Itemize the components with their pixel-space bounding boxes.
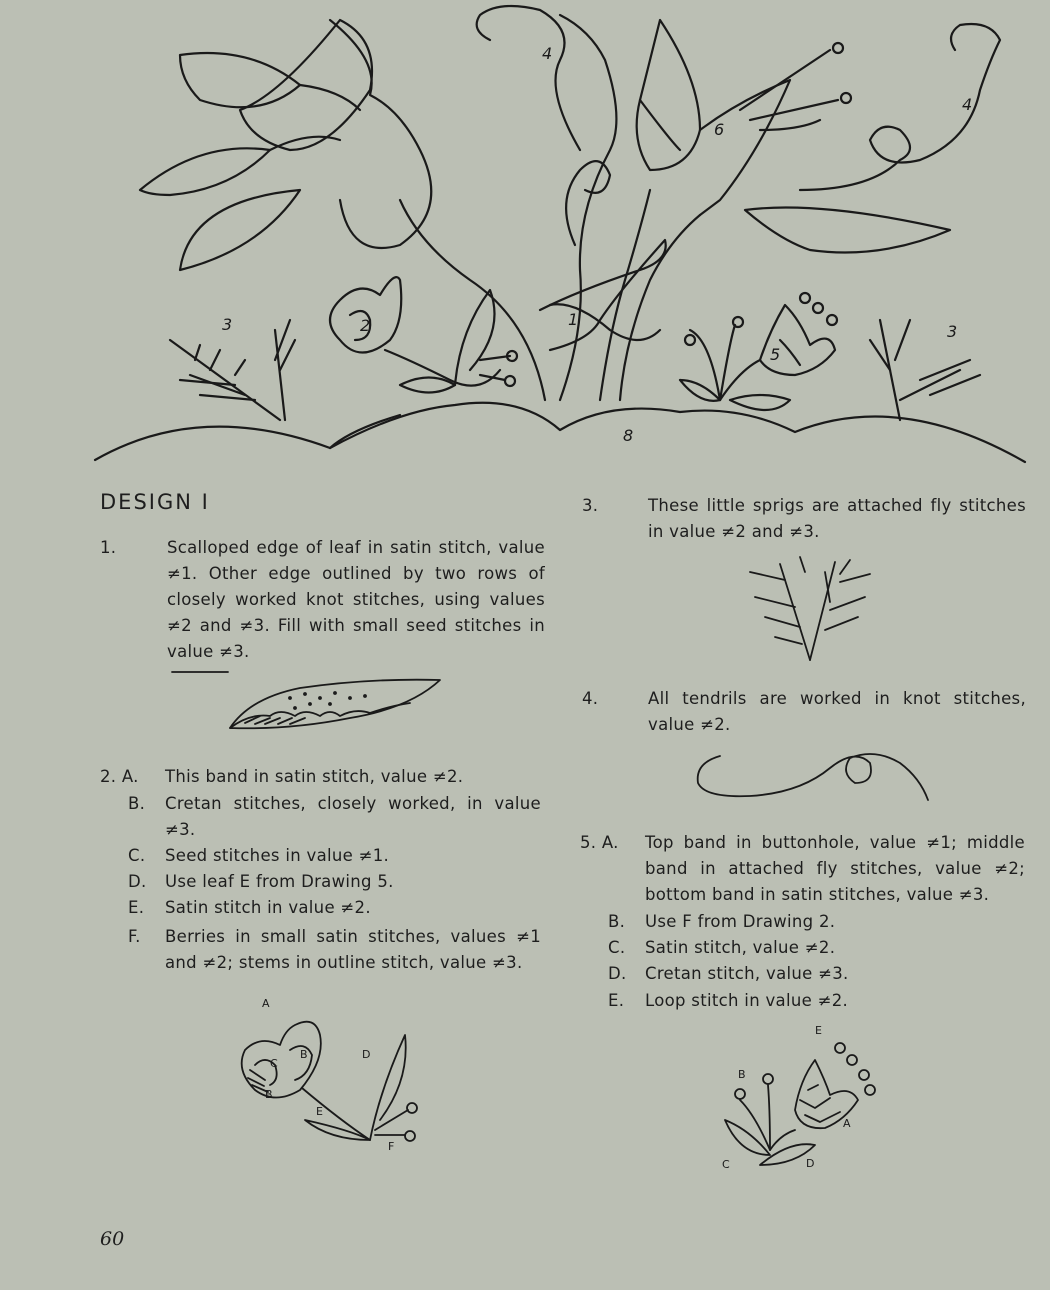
instruction-label: 1. — [100, 538, 117, 557]
page-number: 60 — [100, 1228, 125, 1250]
instruction-text: Scalloped edge of leaf in satin stitch, value ≠1. Other edge outlined by two rows of closely worked knot stitches, using values ≠2 and ≠3. Fill with small seed stitches in value ≠3. — [167, 538, 545, 661]
flower-2-label-a: A — [262, 997, 270, 1010]
instruction-label: 2. A. — [100, 767, 139, 786]
flower-5-label-b: B — [738, 1068, 746, 1081]
sprig-detail-drawing — [740, 552, 880, 667]
instruction-text: All tendrils are worked in knot stitches, value ≠2. — [648, 689, 1026, 734]
instruction-1 — [100, 535, 545, 665]
instruction-label: B. — [128, 794, 146, 813]
tulip-bud-6 — [637, 20, 700, 170]
instruction-text: Cretan stitch, value ≠3. — [645, 964, 849, 983]
instruction-text: Seed stitches in value ≠1. — [165, 846, 390, 865]
instruction-5a — [580, 830, 1027, 908]
flower-2-detail-drawing — [230, 1010, 430, 1160]
label-4-right: 4 — [962, 95, 973, 114]
label-6: 6 — [714, 120, 725, 139]
leaf-detail-drawing — [170, 668, 450, 738]
instruction-label: D. — [608, 964, 627, 983]
instruction-2c — [100, 843, 545, 869]
label-3-right: 3 — [947, 322, 958, 341]
instruction-text: Satin stitch in value ≠2. — [165, 898, 371, 917]
instruction-text: This band in satin stitch, value ≠2. — [165, 767, 464, 786]
instruction-label: 3. — [582, 496, 599, 515]
label-8: 8 — [623, 426, 634, 445]
instruction-4 — [582, 686, 1027, 738]
main-stem — [560, 15, 616, 400]
instruction-5d — [580, 961, 1027, 987]
instruction-5c — [580, 935, 1027, 961]
instruction-2f — [100, 924, 545, 976]
instruction-2a — [100, 764, 545, 790]
flower-2-label-e: E — [316, 1105, 323, 1118]
label-3-left: 3 — [222, 315, 233, 334]
instruction-label: D. — [128, 872, 147, 891]
instruction-text: Top band in buttonhole, value ≠1; middle band in attached fly stitches, value ≠2; bottom band in satin stitches, value ≠3. — [645, 833, 1025, 904]
main-design-drawing — [0, 0, 1050, 480]
instruction-2d — [100, 869, 545, 895]
instruction-label: C. — [608, 938, 626, 957]
instruction-label: 4. — [582, 689, 599, 708]
instruction-5e — [580, 988, 1027, 1014]
flower-5-label-c: C — [722, 1158, 730, 1171]
rose-2 — [330, 277, 401, 352]
flower-2-label-c: C — [270, 1057, 278, 1070]
instruction-5b — [580, 909, 1027, 935]
ground-scallops — [95, 403, 1025, 462]
flower-2-label-b-1: B — [300, 1048, 308, 1061]
flower-5-detail-drawing — [700, 1030, 890, 1175]
instruction-2e — [100, 895, 545, 921]
instruction-text: Berries in small satin stitches, values ≠1 and ≠2; stems in outline stitch, value ≠3. — [165, 927, 541, 972]
instruction-label: F. — [128, 927, 141, 946]
flower-5-label-e: E — [815, 1024, 822, 1037]
instruction-text: Loop stitch in value ≠2. — [645, 991, 849, 1010]
instruction-text: Cretan stitches, closely worked, in value ≠3. — [165, 794, 541, 839]
instruction-label: C. — [128, 846, 146, 865]
instruction-text: Use F from Drawing 2. — [645, 912, 836, 931]
instruction-label: E. — [608, 991, 625, 1010]
label-4-left: 4 — [542, 44, 553, 63]
instruction-label: B. — [608, 912, 626, 931]
label-5: 5 — [770, 345, 781, 364]
bellflower-5 — [760, 305, 835, 375]
flower-2-label-d: D — [362, 1048, 371, 1061]
instruction-text: Use leaf E from Drawing 5. — [165, 872, 394, 891]
instruction-label: 5. A. — [580, 833, 619, 852]
instruction-text: Satin stitch, value ≠2. — [645, 938, 836, 957]
flower-2-label-b-2: B — [265, 1088, 273, 1101]
tendril-detail-drawing — [690, 738, 935, 808]
label-2: 2 — [360, 316, 371, 335]
instruction-3 — [582, 493, 1027, 545]
label-1: 1 — [568, 310, 579, 329]
instruction-2b — [100, 791, 545, 843]
design-title: DESIGN I — [100, 490, 210, 514]
flower-5-label-d: D — [806, 1157, 815, 1170]
flower-2-label-f: F — [388, 1140, 395, 1153]
instruction-label: E. — [128, 898, 145, 917]
flower-5-label-a: A — [843, 1117, 851, 1130]
instruction-text: These little sprigs are attached fly stitches in value ≠2 and ≠3. — [648, 496, 1026, 541]
